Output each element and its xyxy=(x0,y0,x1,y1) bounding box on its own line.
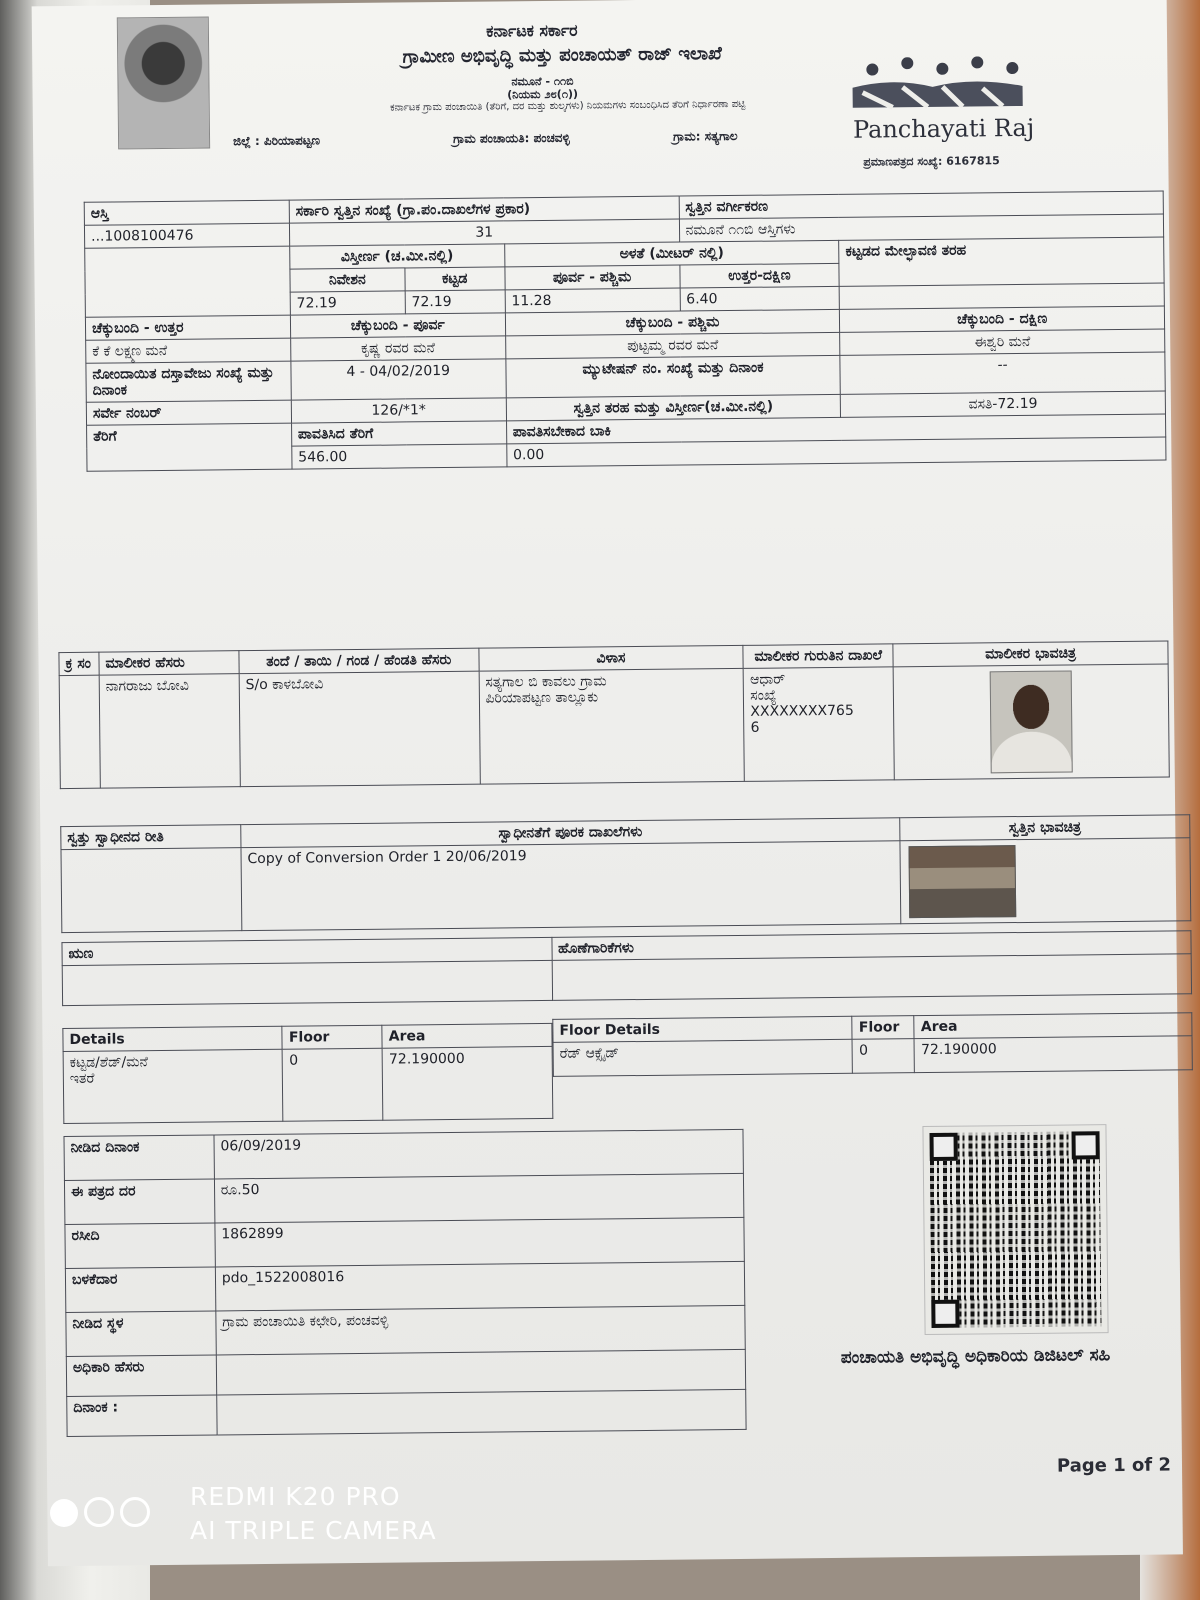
property-use-value: ವಸತಿ-72.19 xyxy=(841,391,1166,417)
floor-header: Floor xyxy=(282,1025,382,1049)
issue-details-table xyxy=(63,1129,746,1437)
tax-due-value: 0.00 xyxy=(506,437,1166,467)
assessment-number: 31 xyxy=(289,219,679,246)
boundary-north-label: ಚೆಕ್ಕುಬಂದಿ - ಉತ್ತರ xyxy=(85,315,290,340)
east-west-value: 11.28 xyxy=(505,288,680,313)
qr-code-icon xyxy=(923,1125,1107,1334)
property-photo-image xyxy=(909,845,1017,918)
floor-header-2: Floor xyxy=(852,1016,914,1040)
certificate-number: ಪ್ರಮಾಣಪತ್ರದ ಸಂಖ್ಯೆ: 6167815 xyxy=(863,154,1000,169)
assessment-label: ಸರ್ಕಾರಿ ಸ್ವತ್ತಿನ ಸಂಖ್ಯೆ (ಗ್ರಾ.ಪಂ.ದಾಖಲೆಗಳ ಪ್ರಕಾರ) xyxy=(289,196,679,223)
ring-dot-icon xyxy=(120,1497,150,1527)
id-line-3: XXXXXXXX765 xyxy=(750,702,854,720)
mutation-value: -- xyxy=(840,352,1165,394)
supporting-docs-value: Copy of Conversion Order 1 20/06/2019 xyxy=(241,841,901,931)
floor-table-left xyxy=(62,1023,553,1124)
document-page xyxy=(32,0,1183,1566)
owner-name-label: ಮಾಲೀಕರ ಹೆಸರು xyxy=(99,651,239,675)
document-header xyxy=(32,0,1169,196)
area-header: Area xyxy=(382,1023,552,1048)
floor-value-2: 0 xyxy=(852,1039,914,1074)
east-west-label: ಪೂರ್ವ - ಪಶ್ಚಿಮ xyxy=(505,265,680,290)
mutation-label: ಮ್ಯುಟೇಷನ್ ನಂ. ಸಂಖ್ಯೆ ಮತ್ತು ದಿನಾಂಕ xyxy=(506,355,841,398)
acquisition-mode-value xyxy=(61,848,242,933)
roof-type-label: ಕಟ್ಟಡದ ಮೇಲ್ಛಾವಣಿ ತರಹ xyxy=(839,237,1164,286)
boundary-south-value: ಈಶ್ವರಿ ಮನೆ xyxy=(840,329,1165,355)
owner-details-table xyxy=(58,640,1169,789)
issue-place-label: ನೀಡಿದ ಸ್ಥಳ xyxy=(66,1311,216,1357)
supporting-docs-label: ಸ್ವಾಧೀನತೆಗೆ ಪೂರಕ ದಾಖಲೆಗಳು xyxy=(241,818,901,848)
floor-details-header: Details xyxy=(63,1026,283,1051)
issue-place-value: ಗ್ರಾಮ ಪಂಚಾಯಿತಿ ಕಛೇರಿ, ಪಂಚವಳ್ಳಿ xyxy=(216,1305,746,1355)
qr-finder-icon xyxy=(931,1300,959,1328)
property-photo-label: ಸ್ವತ್ತಿನ ಭಾವಚಿತ್ರ xyxy=(900,815,1190,841)
floor-detail-value xyxy=(63,1049,283,1123)
floor-value: 0 xyxy=(283,1048,384,1121)
floor-details-header-2: Floor Details xyxy=(553,1016,853,1042)
form-line-1: ನಮೂನೆ - ೧೧ಬಿ xyxy=(511,74,574,89)
liabilities-value xyxy=(552,954,1192,1001)
acquisition-table xyxy=(60,814,1191,933)
sign-date-label: ದಿನಾಂಕ : xyxy=(67,1395,217,1437)
property-photo-cell xyxy=(900,838,1191,924)
village-label: ಗ್ರಾಮ: ಸತ್ಯಗಾಲ xyxy=(672,128,738,144)
property-details-table xyxy=(84,190,1167,471)
building-area-value: 72.19 xyxy=(405,290,505,314)
watermark-line-2: AI TRIPLE CAMERA xyxy=(190,1516,437,1545)
owner-photo-cell xyxy=(893,664,1169,780)
qr-finder-icon xyxy=(930,1133,958,1161)
user-value: pdo_1522008016 xyxy=(215,1261,745,1311)
relation-label: ತಂದೆ / ತಾಯಿ / ಗಂಡ / ಹೆಂಡತಿ ಹೆಸರು xyxy=(239,648,479,674)
filled-dot-icon xyxy=(50,1499,78,1527)
area-value-2: 72.190000 xyxy=(914,1036,1192,1073)
floor-detail-line-2: ಇತರೆ xyxy=(69,1070,95,1087)
watermark-line-1: REDMI K20 PRO xyxy=(190,1482,401,1511)
form-number xyxy=(462,74,622,102)
form-line-2: (ನಿಯಮ ೨೮(೧)) xyxy=(507,87,579,102)
owner-id-label: ಮಾಲೀಕರ ಗುರುತಿನ ದಾಖಲೆ xyxy=(743,644,893,669)
north-south-label: ಉತ್ತರ-ದಕ್ಷಿಣ xyxy=(679,263,839,288)
floor-detail-line-1: ಕಟ್ಟಡ/ಶೆಡ್/ಮನೆ xyxy=(69,1054,148,1071)
department-title: ಗ್ರಾಮೀಣ ಅಭಿವೃದ್ಧಿ ಮತ್ತು ಪಂಚಾಯತ್ ರಾಜ್ ಇಲಾಖೆ xyxy=(402,43,722,68)
owner-name-value: ನಾಗರಾಜು ಬೋವಿ xyxy=(99,674,240,788)
panchayati-raj-text: Panchayati Raj xyxy=(852,113,1035,144)
site-area-value: 72.19 xyxy=(290,291,405,315)
area-value: 72.190000 xyxy=(382,1046,552,1120)
gram-panchayat-label: ಗ್ರಾಮ ಪಂಚಾಯತಿ: ಪಂಚವಳ್ಳಿ xyxy=(452,130,570,146)
address-label: ವಿಳಾಸ xyxy=(478,645,743,671)
boundary-east-value: ಕೃಷ್ಣ ರವರ ಮನೆ xyxy=(291,336,506,361)
boundary-north-value: ಕೆ ಕೆ ಲಕ್ಷ್ಮಣ ಮನೆ xyxy=(86,338,291,363)
address-value xyxy=(479,668,745,784)
building-label: ಕಟ್ಟಡ xyxy=(405,267,505,291)
camera-dots-icon xyxy=(50,1497,156,1531)
user-label: ಬಳಕೆದಾರ xyxy=(65,1267,215,1313)
survey-number-label: ಸರ್ವೇ ನಂಬರ್ xyxy=(86,400,291,425)
owner-id-value xyxy=(743,667,894,782)
form-subtitle: ಕರ್ನಾಟಕ ಗ್ರಾಮ ಪಂಚಾಯಿತಿ (ತೆರಿಗೆ, ದರ ಮತ್ತು ಶುಲ್ಕಗಳು) ನಿಯಮಗಳು ಸಂಬಂಧಿಸಿದ ತೆರಿಗೆ ನಿರ್ಧಾರಣಾ ಪಟ್ಟಿ xyxy=(390,98,746,114)
ring-dot-icon xyxy=(84,1497,114,1527)
officer-name-value xyxy=(216,1349,746,1395)
tax-paid-value: 546.00 xyxy=(292,444,507,469)
fee-label: ಈ ಪತ್ರದ ದರ xyxy=(64,1179,214,1225)
property-use-label: ಸ್ವತ್ತಿನ ತರಹ ಮತ್ತು ವಿಸ್ತೀರ್ಣ(ಚ.ಮೀ.ನಲ್ಲಿ) xyxy=(506,394,841,421)
address-line-1: ಸತ್ಯಗಾಲ ಬಿ ಕಾವಲು ಗ್ರಾಮ xyxy=(485,673,607,691)
liabilities-label: ಹೊಣೆಗಾರಿಕೆಗಳು xyxy=(551,931,1191,961)
area-label: ವಿಸ್ತೀರ್ಣ (ಚ.ಮೀ.ನಲ್ಲಿ) xyxy=(290,244,505,269)
relation-value: S/o ಕಾಳಬೋವಿ xyxy=(239,671,480,787)
boundary-west-label: ಚೆಕ್ಕುಬಂದಿ - ಪಶ್ಚಿಮ xyxy=(505,309,840,336)
district-label: ಜಿಲ್ಲೆ : ಪಿರಿಯಾಪಟ್ಟಣ xyxy=(233,133,321,149)
empty-cell xyxy=(85,246,291,317)
digital-signature-label: ಪಂಚಾಯತಿ ಅಭಿವೃದ್ಧಿ ಅಧಿಕಾರಿಯ ಡಿಜಿಟಲ್ ಸಹಿ xyxy=(840,1345,1111,1368)
registration-value: 4 - 04/02/2019 xyxy=(291,359,506,400)
roof-type-value xyxy=(839,283,1164,309)
issue-date-value: 06/09/2019 xyxy=(214,1129,744,1179)
liabilities-table xyxy=(61,930,1192,1006)
registration-label: ನೋಂದಾಯಿತ ದಸ್ತಾವೇಜು ಸಂಖ್ಯೆ ಮತ್ತು ದಿನಾಂಕ xyxy=(86,361,291,402)
area-header-2: Area xyxy=(914,1013,1192,1039)
fee-value: ರೂ.50 xyxy=(214,1173,744,1223)
id-line-4: 6 xyxy=(750,719,760,736)
classification-label: ಸ್ವತ್ತಿನ ವರ್ಗೀಕರಣ xyxy=(679,191,1164,219)
page-number: Page 1 of 2 xyxy=(1056,1454,1172,1477)
property-id-label: ಆಸ್ತಿ xyxy=(84,200,289,225)
survey-number-value: 126/*1* xyxy=(291,398,506,423)
receipt-value: 1862899 xyxy=(215,1217,745,1267)
classification-value: ನಮೂನೆ ೧೧ಬಿ ಆಸ್ತಿಗಳು xyxy=(679,214,1164,242)
boundary-south-label: ಚೆಕ್ಕುಬಂದಿ - ದಕ್ಷಿಣ xyxy=(840,306,1165,332)
owner-photo-image xyxy=(990,670,1073,773)
panchayati-raj-logo-icon xyxy=(832,56,1033,118)
id-line-1: ಆಧಾರ್ xyxy=(749,671,786,688)
sign-date-value xyxy=(217,1389,747,1435)
tax-due-label: ಪಾವತಿಸಬೇಕಾದ ಬಾಕಿ xyxy=(506,414,1166,444)
liabilities-left-label: ಋಣ xyxy=(62,937,552,965)
official-photo-image xyxy=(117,16,210,149)
boundary-west-value: ಪುಟ್ಟಮ್ಮ ರವರ ಮನೆ xyxy=(505,332,840,359)
tax-paid-label: ಪಾವತಿಸಿದ ತೆರಿಗೆ xyxy=(291,421,506,446)
receipt-label: ರಸೀದಿ xyxy=(65,1223,215,1269)
serial-label: ಕ್ರ ಸಂ xyxy=(59,652,99,675)
boundary-east-label: ಚೆಕ್ಕುಬಂದಿ - ಪೂರ್ವ xyxy=(290,313,505,338)
acquisition-mode-label: ಸ್ವತ್ತು ಸ್ವಾಧೀನದ ರೀತಿ xyxy=(61,825,241,850)
serial-value xyxy=(59,675,100,788)
govt-title: ಕರ್ನಾಟಕ ಸರ್ಕಾರ xyxy=(486,20,578,41)
dimension-label: ಅಳತೆ (ಮೀಟರ್ ನಲ್ಲಿ) xyxy=(504,240,839,267)
site-label: ನಿವೇಶನ xyxy=(290,268,405,292)
property-id-value: ...1008100476 xyxy=(84,223,289,248)
issue-date-label: ನೀಡಿದ ದಿನಾಂಕ xyxy=(64,1135,214,1181)
owner-photo-label: ಮಾಲೀಕರ ಭಾವಚಿತ್ರ xyxy=(893,641,1168,667)
floor-detail-value-2: ರೆಡ್ ಆಕ್ಸೈಡ್ xyxy=(553,1039,853,1076)
tax-label: ತೆರಿಗೆ xyxy=(87,423,292,471)
id-line-2: ಸಂಖ್ಯೆ xyxy=(750,687,777,704)
floor-table-right xyxy=(552,1012,1193,1077)
officer-name-label: ಅಧಿಕಾರಿ ಹೆಸರು xyxy=(66,1355,216,1397)
camera-watermark xyxy=(190,1480,437,1548)
qr-finder-icon xyxy=(1071,1131,1099,1159)
liabilities-left-value xyxy=(62,960,552,1005)
address-line-2: ಪಿರಿಯಾಪಟ್ಟಣ ತಾಲ್ಲೂಕು xyxy=(485,689,599,707)
north-south-value: 6.40 xyxy=(680,286,840,311)
